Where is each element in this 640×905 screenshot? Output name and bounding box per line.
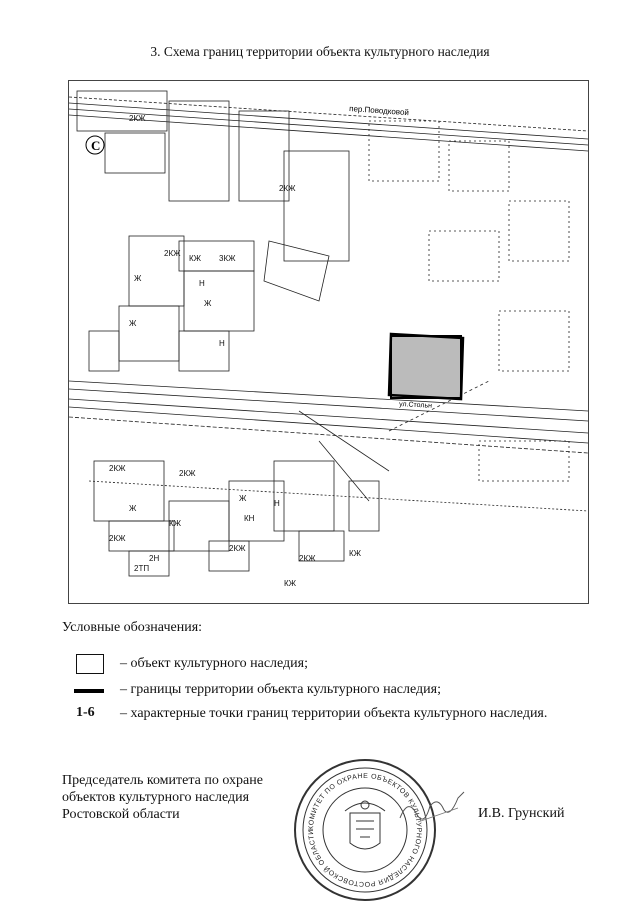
legend-points-symbol: 1-6 [76, 705, 95, 720]
legend-text: – границы территории объекта культурного наследия; [120, 682, 441, 697]
map-label: Н [219, 339, 225, 348]
map-label: 2КЖ [109, 534, 126, 543]
legend-item-points [62, 704, 622, 726]
map-label: 2КЖ [179, 469, 196, 478]
map-label: 2КЖ [229, 544, 246, 553]
legend-item-boundary [62, 680, 622, 702]
seal-text: КОМИТЕТ ПО ОХРАНЕ ОБЪЕКТОВ КУЛЬТУРНОГО НАСЛЕДИЯ РОСТОВСКОЙ ОБЛАСТИ [307, 772, 423, 888]
north-label: С [91, 138, 101, 153]
heritage-object [391, 336, 461, 398]
map-label: Ж [134, 274, 142, 283]
legend-box-symbol [68, 654, 100, 674]
map-label: КЖ [189, 254, 202, 263]
map-label: Н [199, 279, 205, 288]
map-label: 2КЖ [299, 554, 316, 563]
map-label: Ж [239, 494, 247, 503]
official-seal [290, 755, 440, 905]
map-label: 2КЖ [109, 464, 126, 473]
map-label: Ж [204, 299, 212, 308]
street-label-upper: пер.Поводковой [348, 104, 410, 118]
page-title: 3. Схема границ территории объекта культурного наследия [150, 44, 490, 59]
map-label: КН [244, 514, 255, 523]
legend-line-symbol [68, 680, 100, 700]
signatory-position: Председатель комитета по охране объектов культурного наследия Ростовской области [62, 773, 263, 822]
map-drawing [69, 81, 588, 603]
map-label: 3КЖ [219, 254, 236, 263]
map-label: 2КЖ [164, 249, 181, 258]
territory-map [68, 80, 589, 604]
map-label: Н [274, 499, 280, 508]
map-label: 2КЖ [279, 184, 296, 193]
signatory-name: И.В. Грунский [478, 806, 565, 821]
map-label: КЖ [169, 519, 182, 528]
map-label: 2КЖ [129, 114, 146, 123]
legend-text: – характерные точки границ территории объекта культурного наследия. [120, 706, 548, 721]
map-label: 2ТП [134, 564, 150, 573]
map-label: КЖ [349, 549, 362, 558]
coat-of-arms-icon [345, 801, 385, 849]
map-label: 2Н [149, 554, 160, 563]
legend-title: Условные обозначения: [62, 620, 203, 635]
map-label: КЖ [284, 579, 297, 588]
handwritten-signature [398, 788, 468, 828]
map-label: Ж [129, 319, 137, 328]
street-label-mid: ул.Стольн [398, 401, 433, 410]
legend-item-object [62, 654, 622, 676]
map-label: Ж [129, 504, 137, 513]
legend-text: – объект культурного наследия; [120, 656, 308, 671]
